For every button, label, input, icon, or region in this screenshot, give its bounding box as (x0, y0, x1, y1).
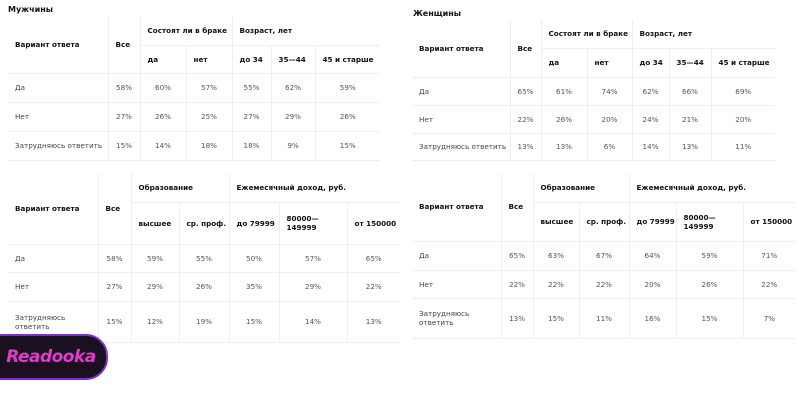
row-label: Нет (412, 105, 510, 133)
subheader: до 79999 (629, 202, 676, 241)
cell-value: 57% (186, 73, 232, 102)
header-all: Все (501, 173, 533, 241)
table-row (8, 73, 380, 102)
cell-value: 26% (541, 105, 587, 133)
cell-value: 11% (579, 298, 629, 338)
subheader: до 34 (632, 48, 669, 77)
row-label: Да (8, 73, 108, 102)
cell-value: 11% (711, 133, 775, 160)
cell-value: 59% (676, 241, 743, 270)
header-group: Образование (533, 173, 629, 202)
row-label: Да (412, 241, 501, 270)
cell-value: 14% (279, 301, 347, 342)
subheader: 45 и старше (711, 48, 775, 77)
cell-value: 55% (232, 73, 271, 102)
subheader: высшее (131, 202, 179, 244)
cell-value: 20% (587, 105, 632, 133)
table-row (412, 241, 795, 270)
cell-value: 29% (279, 272, 347, 301)
cell-value: 26% (140, 102, 186, 131)
women-education-income-table (412, 173, 795, 339)
cell-value: 22% (501, 270, 533, 298)
cell-value: 16% (629, 298, 676, 338)
cell-value: 7% (743, 298, 795, 338)
subheader: от 150000 (743, 202, 795, 241)
header-row (8, 173, 400, 202)
subheader: ср. проф. (179, 202, 229, 244)
subheader: 45 и старше (315, 45, 380, 73)
cell-value: 13% (510, 133, 541, 160)
subheader: 35—44 (271, 45, 315, 73)
cell-value: 65% (510, 77, 541, 105)
header-row (412, 173, 795, 202)
logo-text: Readooka (6, 347, 96, 367)
header-all: Все (108, 16, 140, 73)
table-row (8, 131, 380, 160)
row-label: Нет (8, 272, 98, 301)
header-row (412, 20, 775, 48)
table-row (8, 272, 400, 301)
header-row (8, 16, 380, 45)
cell-value: 50% (229, 244, 279, 272)
cell-value: 65% (501, 241, 533, 270)
header-group: Возраст, лет (232, 16, 380, 45)
cell-value: 26% (179, 272, 229, 301)
cell-value: 61% (541, 77, 587, 105)
header-group: Ежемесячный доход, руб. (629, 173, 795, 202)
cell-value: 58% (98, 244, 131, 272)
cell-value: 62% (271, 73, 315, 102)
cell-value: 63% (533, 241, 579, 270)
cell-value: 22% (533, 270, 579, 298)
cell-value: 14% (632, 133, 669, 160)
cell-value: 29% (131, 272, 179, 301)
cell-value: 26% (315, 102, 380, 131)
subheader: 35—44 (669, 48, 711, 77)
subheader: да (541, 48, 587, 77)
cell-value: 19% (179, 301, 229, 342)
row-label: Затрудняюсь ответить (8, 301, 98, 342)
subheader: да (140, 45, 186, 73)
header-group: Состоят ли в браке (140, 16, 232, 45)
cell-value: 66% (669, 77, 711, 105)
subheader: 80000— 149999 (676, 202, 743, 241)
cell-value: 18% (232, 131, 271, 160)
subheader: до 34 (232, 45, 271, 73)
table-row (8, 102, 380, 131)
cell-value: 64% (629, 241, 676, 270)
cell-value: 9% (271, 131, 315, 160)
cell-value: 21% (669, 105, 711, 133)
men-education-income-table (8, 173, 400, 343)
subheader: до 79999 (229, 202, 279, 244)
cell-value: 62% (632, 77, 669, 105)
cell-value: 55% (179, 244, 229, 272)
header-answer: Вариант ответа (412, 173, 501, 241)
header-all: Все (98, 173, 131, 244)
table-row (412, 133, 775, 160)
cell-value: 59% (131, 244, 179, 272)
cell-value: 65% (347, 244, 400, 272)
subheader: нет (587, 48, 632, 77)
header-answer: Вариант ответа (8, 173, 98, 244)
readooka-logo (0, 334, 108, 380)
cell-value: 35% (229, 272, 279, 301)
cell-value: 14% (140, 131, 186, 160)
header-group: Ежемесячный доход, руб. (229, 173, 400, 202)
table-row (412, 270, 795, 298)
men-title: Мужчины (8, 5, 53, 14)
table-row (412, 298, 795, 338)
header-group: Возраст, лет (632, 20, 775, 48)
cell-value: 57% (279, 244, 347, 272)
cell-value: 15% (108, 131, 140, 160)
row-label: Затрудняюсь ответить (412, 298, 501, 338)
cell-value: 12% (131, 301, 179, 342)
cell-value: 26% (676, 270, 743, 298)
cell-value: 74% (587, 77, 632, 105)
cell-value: 60% (140, 73, 186, 102)
row-label: Затрудняюсь ответить (412, 133, 510, 160)
cell-value: 6% (587, 133, 632, 160)
row-label: Нет (8, 102, 108, 131)
cell-value: 27% (98, 272, 131, 301)
cell-value: 18% (186, 131, 232, 160)
cell-value: 20% (629, 270, 676, 298)
women-title: Женщины (413, 9, 461, 18)
cell-value: 15% (315, 131, 380, 160)
men-marital-age-table (8, 16, 380, 161)
header-answer: Вариант ответа (8, 16, 108, 73)
subheader: высшее (533, 202, 579, 241)
subheader: ср. проф. (579, 202, 629, 241)
cell-value: 71% (743, 241, 795, 270)
cell-value: 67% (579, 241, 629, 270)
subheader: 80000— 149999 (279, 202, 347, 244)
subheader: от 150000 (347, 202, 400, 244)
cell-value: 13% (501, 298, 533, 338)
subheader: нет (186, 45, 232, 73)
cell-value: 69% (711, 77, 775, 105)
cell-value: 22% (347, 272, 400, 301)
cell-value: 20% (711, 105, 775, 133)
table-row (8, 244, 400, 272)
cell-value: 25% (186, 102, 232, 131)
women-marital-age-table (412, 20, 775, 161)
table-row (412, 77, 775, 105)
cell-value: 15% (229, 301, 279, 342)
cell-value: 59% (315, 73, 380, 102)
cell-value: 15% (98, 301, 131, 342)
cell-value: 22% (579, 270, 629, 298)
header-all: Все (510, 20, 541, 77)
cell-value: 29% (271, 102, 315, 131)
row-label: Затрудняюсь ответить (8, 131, 108, 160)
row-label: Да (412, 77, 510, 105)
cell-value: 27% (108, 102, 140, 131)
row-label: Да (8, 244, 98, 272)
cell-value: 13% (669, 133, 711, 160)
cell-value: 22% (510, 105, 541, 133)
cell-value: 24% (632, 105, 669, 133)
header-group: Образование (131, 173, 229, 202)
cell-value: 13% (347, 301, 400, 342)
header-answer: Вариант ответа (412, 20, 510, 77)
row-label: Нет (412, 270, 501, 298)
table-row (412, 105, 775, 133)
header-group: Состоят ли в браке (541, 20, 632, 48)
cell-value: 22% (743, 270, 795, 298)
cell-value: 15% (676, 298, 743, 338)
cell-value: 15% (533, 298, 579, 338)
cell-value: 13% (541, 133, 587, 160)
cell-value: 27% (232, 102, 271, 131)
cell-value: 58% (108, 73, 140, 102)
